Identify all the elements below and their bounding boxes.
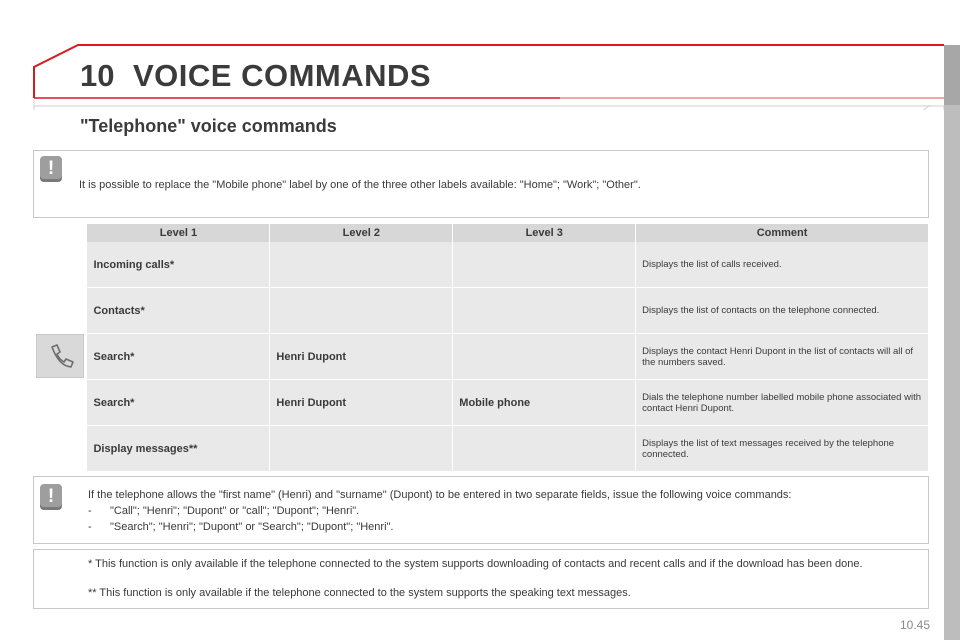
header-level-2: Level 2 bbox=[270, 224, 453, 242]
level3-cell bbox=[453, 426, 636, 472]
header-comment: Comment bbox=[636, 224, 929, 242]
level2-cell: Henri Dupont bbox=[270, 380, 453, 426]
table-row bbox=[33, 334, 929, 380]
table-row bbox=[33, 242, 929, 288]
note-box-name-fields bbox=[33, 476, 929, 544]
chapter-title: VOICE COMMANDS bbox=[133, 58, 432, 93]
warning-exclamation-icon: ! bbox=[40, 156, 62, 182]
phone-handset-icon bbox=[36, 334, 84, 378]
level2-cell: Henri Dupont bbox=[270, 334, 453, 380]
table-row bbox=[33, 288, 929, 334]
level3-cell bbox=[453, 288, 636, 334]
side-bar-tab bbox=[944, 45, 960, 105]
level1-cell: Incoming calls* bbox=[87, 242, 270, 288]
level1-cell: Display messages** bbox=[87, 426, 270, 472]
level3-cell bbox=[453, 242, 636, 288]
header-level-3: Level 3 bbox=[453, 224, 636, 242]
level2-cell bbox=[270, 426, 453, 472]
note-box-labels bbox=[33, 150, 929, 218]
page-number: 10.45 bbox=[900, 618, 931, 632]
level1-cell: Search* bbox=[87, 334, 270, 380]
level2-cell bbox=[270, 242, 453, 288]
section-title: "Telephone" voice commands bbox=[80, 116, 337, 136]
table-row bbox=[33, 380, 929, 426]
table-header-row bbox=[33, 224, 929, 242]
comment-cell: Displays the list of text messages received by the telephone connected. bbox=[636, 426, 929, 472]
comment-cell: Displays the list of calls received. bbox=[636, 242, 929, 288]
list-item: - "Call"; "Henri"; "Dupont" or "call"; "Dupont"; "Henri". bbox=[88, 505, 360, 517]
comment-cell: Displays the list of contacts on the telephone connected. bbox=[636, 288, 929, 334]
chapter-number: 10 bbox=[80, 58, 115, 93]
note-intro: If the telephone allows the "first name" (Henri) and "surname" (Dupont) to be entered in two separate fields, issue the following voice commands: bbox=[88, 489, 792, 501]
footnotes-box bbox=[33, 549, 929, 609]
comment-cell: Displays the contact Henri Dupont in the list of contacts will all of the numbers saved. bbox=[636, 334, 929, 380]
level3-cell: Mobile phone bbox=[453, 380, 636, 426]
list-item-text: "Search"; "Henri"; "Dupont" or "Search"; "Dupont"; "Henri". bbox=[110, 521, 394, 533]
comment-cell: Dials the telephone number labelled mobile phone associated with contact Henri Dupont. bbox=[636, 380, 929, 426]
list-item: - "Search"; "Henri"; "Dupont" or "Search"; "Dupont"; "Henri". bbox=[88, 521, 394, 533]
header-level-1: Level 1 bbox=[87, 224, 270, 242]
footnote-single-text: This function is only available if the telephone connected to the system supports downloading of contacts and recent calls and if the download has been done. bbox=[95, 558, 863, 570]
phone-icon-cell bbox=[33, 242, 87, 472]
note-text: It is possible to replace the "Mobile phone" label by one of the three other labels available: "Home"; "Work"; "Other". bbox=[79, 179, 641, 191]
warning-exclamation-icon: ! bbox=[40, 484, 62, 510]
table-row bbox=[33, 426, 929, 472]
footnote-double: ** This function is only available if the telephone connected to the system supports the speaking text messages. bbox=[88, 587, 631, 599]
level3-cell bbox=[453, 334, 636, 380]
level1-cell: Search* bbox=[87, 380, 270, 426]
footnote-single: * This function is only available if the telephone connected to the system supports downloading of contacts and recent calls and if the download has been done. bbox=[88, 558, 863, 570]
icon-column-header bbox=[33, 224, 87, 242]
footnote-double-text: This function is only available if the telephone connected to the system supports the speaking text messages. bbox=[99, 587, 631, 599]
level1-cell: Contacts* bbox=[87, 288, 270, 334]
voice-command-table bbox=[33, 224, 929, 472]
level2-cell bbox=[270, 288, 453, 334]
side-bar bbox=[944, 45, 960, 640]
list-item-text: "Call"; "Henri"; "Dupont" or "call"; "Dupont"; "Henri". bbox=[110, 505, 360, 517]
